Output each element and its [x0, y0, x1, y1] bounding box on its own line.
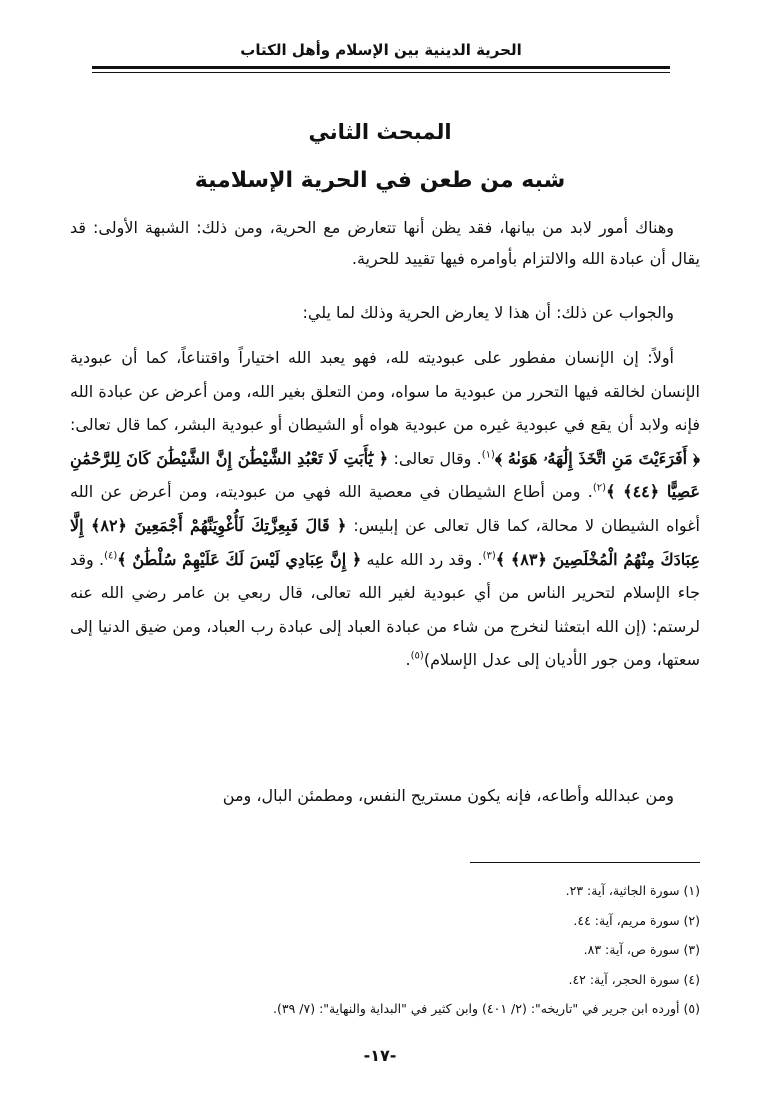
running-header: الحرية الدينية بين الإسلام وأهل الكتاب: [240, 41, 522, 59]
answer-intro-text: والجواب عن ذلك: أن هذا لا يعارض الحرية وذلك لما يلي:: [302, 303, 674, 322]
intro-text: وهناك أمور لابد من بيانها، فقد يظن أنها تتعارض مع الحرية، ومن ذلك: الشبهة الأولى: قد يقال أن عبادة الله والالتزام بأوامره فيها تقييد للحرية.: [70, 218, 700, 268]
point-one-end: .: [405, 650, 411, 670]
footnote-3: (٣) سورة ص، آية: ٨٣.: [583, 942, 700, 957]
point-one-text-3: . ومن أطاع الشيطان في معصية الله فهي من عبوديته، ومن أعرض عن الله أغواه الشيطان لا محالة، كما قال تعالى عن إبليس:: [70, 482, 701, 535]
closing-text: ومن عبدالله وأطاعه، فإنه يكون مستريح النفس، ومطمئن البال، ومن: [222, 786, 674, 805]
point-one-paragraph: [70, 341, 700, 677]
header-rule-thin: [92, 72, 670, 73]
footnote-marker-5: (٥): [410, 651, 424, 663]
footnote-marker-1: (١): [481, 449, 495, 461]
section-subtitle: شبه من طعن في الحرية الإسلامية: [194, 168, 566, 193]
header-rule: [92, 66, 670, 69]
quran-verse-2: ﴿ يَٰٓأَبَتِ لَا تَعْبُدِ الشَّيْطَٰنَ إِنَّ الشَّيْطَٰنَ كَانَ لِلرَّحْمَٰنِ عَصِيًّا ﴿٤٤﴾ ﴾: [70, 448, 700, 502]
footnote-2: (٢) سورة مريم، آية: ٤٤.: [573, 912, 700, 928]
intro-paragraph: [70, 212, 700, 274]
footnote-marker-2: (٢): [592, 483, 607, 495]
footnote-marker-3: (٣): [482, 550, 496, 562]
footnotes-list: [70, 876, 700, 1024]
footnote-4: (٤) سورة الحجر، آية: ٤٢.: [568, 971, 700, 987]
point-one-text-1: أولاً: إن الإنسان مفطور على عبوديته لله، فهو يعبد الله اختياراً واقتناعاً، كما أن عبودية الإنسان لخالقه فيها التحرر من عبودية ما سواه، ومن التعلق بغير الله، ومن أعرض عن عبادة الله فإنه ولابد أن يقع في عبودية غيره من عبودية هواه أو الشيطان أو عبودية البشر، كما قال تعالى:: [70, 348, 700, 435]
footnote-marker-4: (٤): [104, 550, 118, 562]
quran-verse-1: ﴿ أَفَرَءَيْتَ مَنِ اتَّخَذَ إِلَٰهَهُۥ هَوَىٰهُ ﴾: [494, 448, 701, 468]
footnote-5: (٥) أورده ابن جرير في "تاريخه": (٢/ ٤٠١) وابن كثير في "البداية والنهاية": (٧/ ٣٩).: [273, 1001, 700, 1016]
point-one-text-2: . وقال تعالى:: [393, 448, 482, 468]
page-number: -١٧-: [363, 1046, 397, 1065]
quran-verse-3: ﴿ قَالَ فَبِعِزَّتِكَ لَأُغْوِيَنَّهُمْ أَجْمَعِينَ ﴿٨٢﴾ إِلَّا عِبَادَكَ مِنْهُمُ الْمُخْلَصِينَ ﴿٨٣﴾ ﴾: [70, 515, 701, 569]
section-title: المبحث الثاني: [308, 120, 452, 144]
quran-verse-4: ﴿ إِنَّ عِبَادِي لَيْسَ لَكَ عَلَيْهِمْ سُلْطَٰنٌ ﴾: [117, 549, 362, 569]
point-one-text-5: . وقد جاء الإسلام لتحرير الناس من أي عبودية لغير الله تعالى، قال ربعي بن عامر رضي الله عنه لرستم: (إن الله ابتعثنا لنخرج من شاء من عبادة العباد إلى عبادة رب العباد، ومن ضيق الدنيا إلى سعتها، ومن جور الأديان إلى عدل الإسلام): [70, 549, 700, 670]
point-one-text-4: . وقد رد الله عليه: [366, 549, 483, 569]
footnote-separator: [470, 862, 700, 863]
footnote-1: (١) سورة الجاثية، آية: ٢٣.: [565, 883, 700, 898]
closing-paragraph: [70, 780, 700, 811]
answer-intro-paragraph: [70, 297, 700, 328]
